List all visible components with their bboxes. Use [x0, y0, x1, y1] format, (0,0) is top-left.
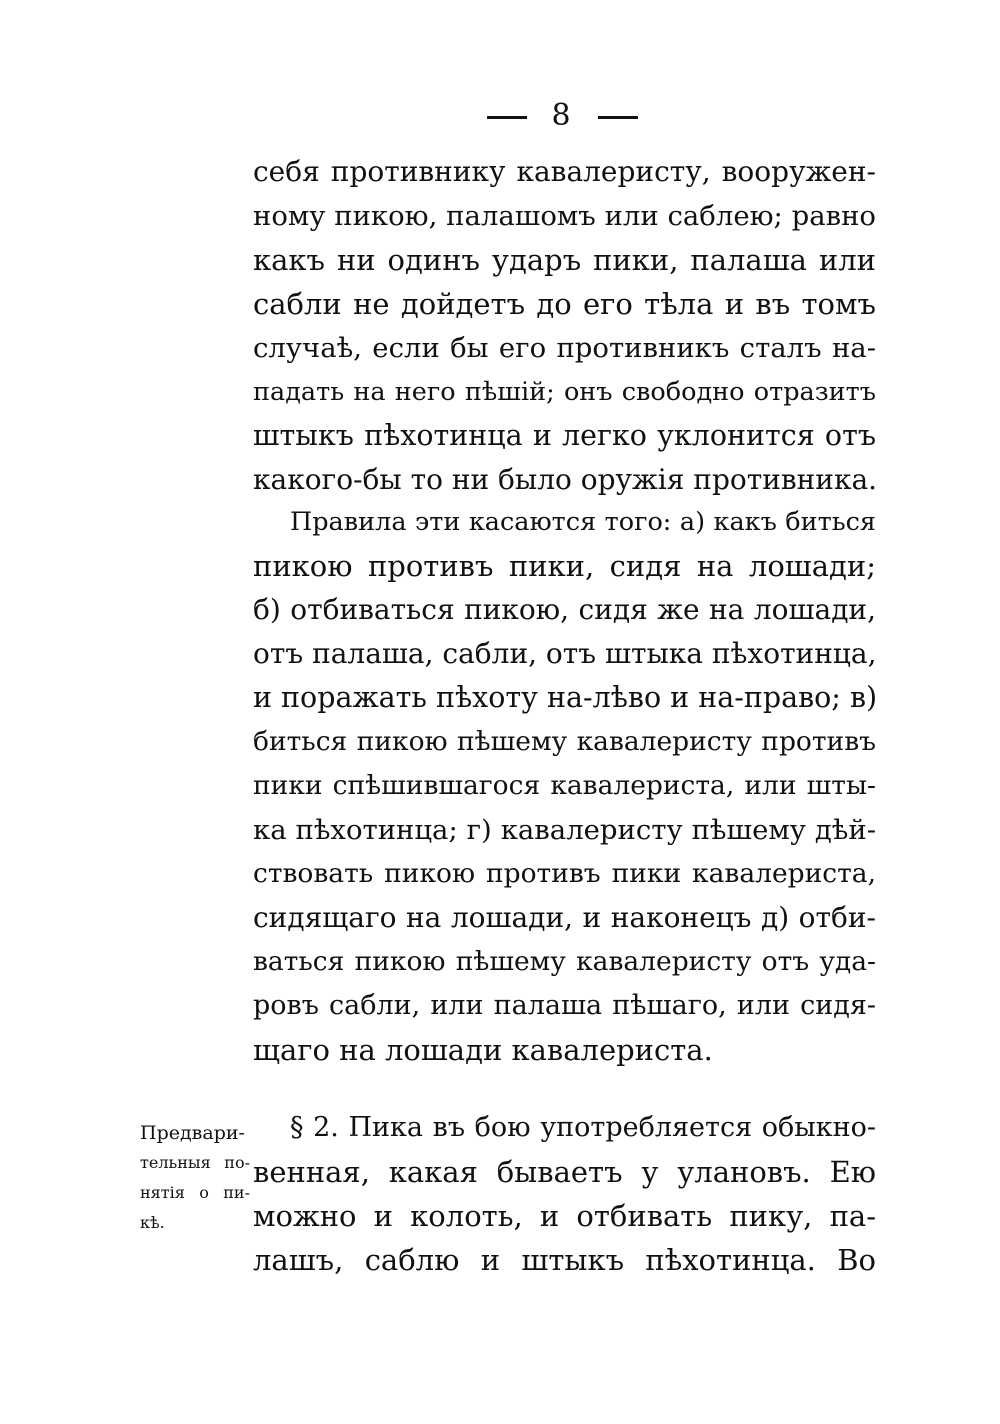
text-line: какого-бы то ни было оружія противника.	[253, 463, 878, 496]
header-dash-left	[487, 116, 527, 119]
text-line: и поражать пѣхоту на-лѣво и на-право; в)	[253, 681, 878, 714]
text-line: щаго на лошади кавалериста.	[253, 1033, 713, 1067]
text-line: сабли не дойдетъ до его тѣла и въ томъ	[253, 287, 876, 321]
text-line: отъ палаша, сабли, отъ штыка пѣхотинца,	[253, 637, 877, 670]
text-line: биться пикою пѣшему кавалеристу противъ	[253, 726, 876, 757]
margin-note-line: Предвари-	[140, 1122, 245, 1144]
text-line: сидящаго на лошади, и наконецъ д) отби-	[253, 901, 876, 934]
text-line: ровъ сабли, или палаша пѣшаго, или сидя-	[253, 990, 876, 1021]
text-line: ка пѣхотинца; г) кавалеристу пѣшему дѣй-	[253, 814, 876, 846]
margin-note-line: кѣ.	[140, 1213, 165, 1232]
text-line: ваться пикою пѣшему кавалеристу отъ уда-	[253, 946, 876, 977]
margin-note-line: тельныя по-	[140, 1153, 250, 1172]
text-line: б) отбиваться пикою, сидя же на лошади,	[253, 593, 876, 626]
margin-note-line: нятія о пи-	[140, 1183, 250, 1202]
text-line: случаѣ, если бы его противникъ сталъ на-	[253, 332, 876, 364]
page-header	[0, 96, 1000, 136]
text-line: пики спѣшившагося кавалериста, или шты-	[253, 770, 876, 801]
text-line: можно и колоть, и отбивать пику, па-	[253, 1199, 876, 1233]
text-line: какъ ни одинъ ударъ пики, палаша или	[253, 243, 876, 277]
page-number: 8	[551, 98, 571, 133]
text-line: § 2. Пика въ бою употребляется обыкно-	[290, 1112, 876, 1143]
text-line: ствовать пикою противъ пики кавалериста,	[253, 858, 876, 889]
text-line: падать на него пѣшій; онъ свободно отразитъ	[253, 377, 876, 407]
text-line: лашъ, саблю и штыкъ пѣхотинца. Во	[253, 1243, 876, 1277]
header-dash-right	[598, 116, 638, 119]
text-line: ному пикою, палашомъ или саблею; равно	[253, 200, 876, 232]
text-line: штыкъ пѣхотинца и легко уклонится отъ	[253, 419, 876, 452]
text-line: пикою противъ пики, сидя на лошади;	[253, 549, 876, 583]
text-line: Правила эти касаются того: а) какъ биться	[290, 507, 876, 537]
text-line: себя противнику кавалеристу, вооружен-	[253, 155, 876, 188]
text-line: венная, какая бываетъ у улановъ. Ею	[253, 1155, 876, 1189]
